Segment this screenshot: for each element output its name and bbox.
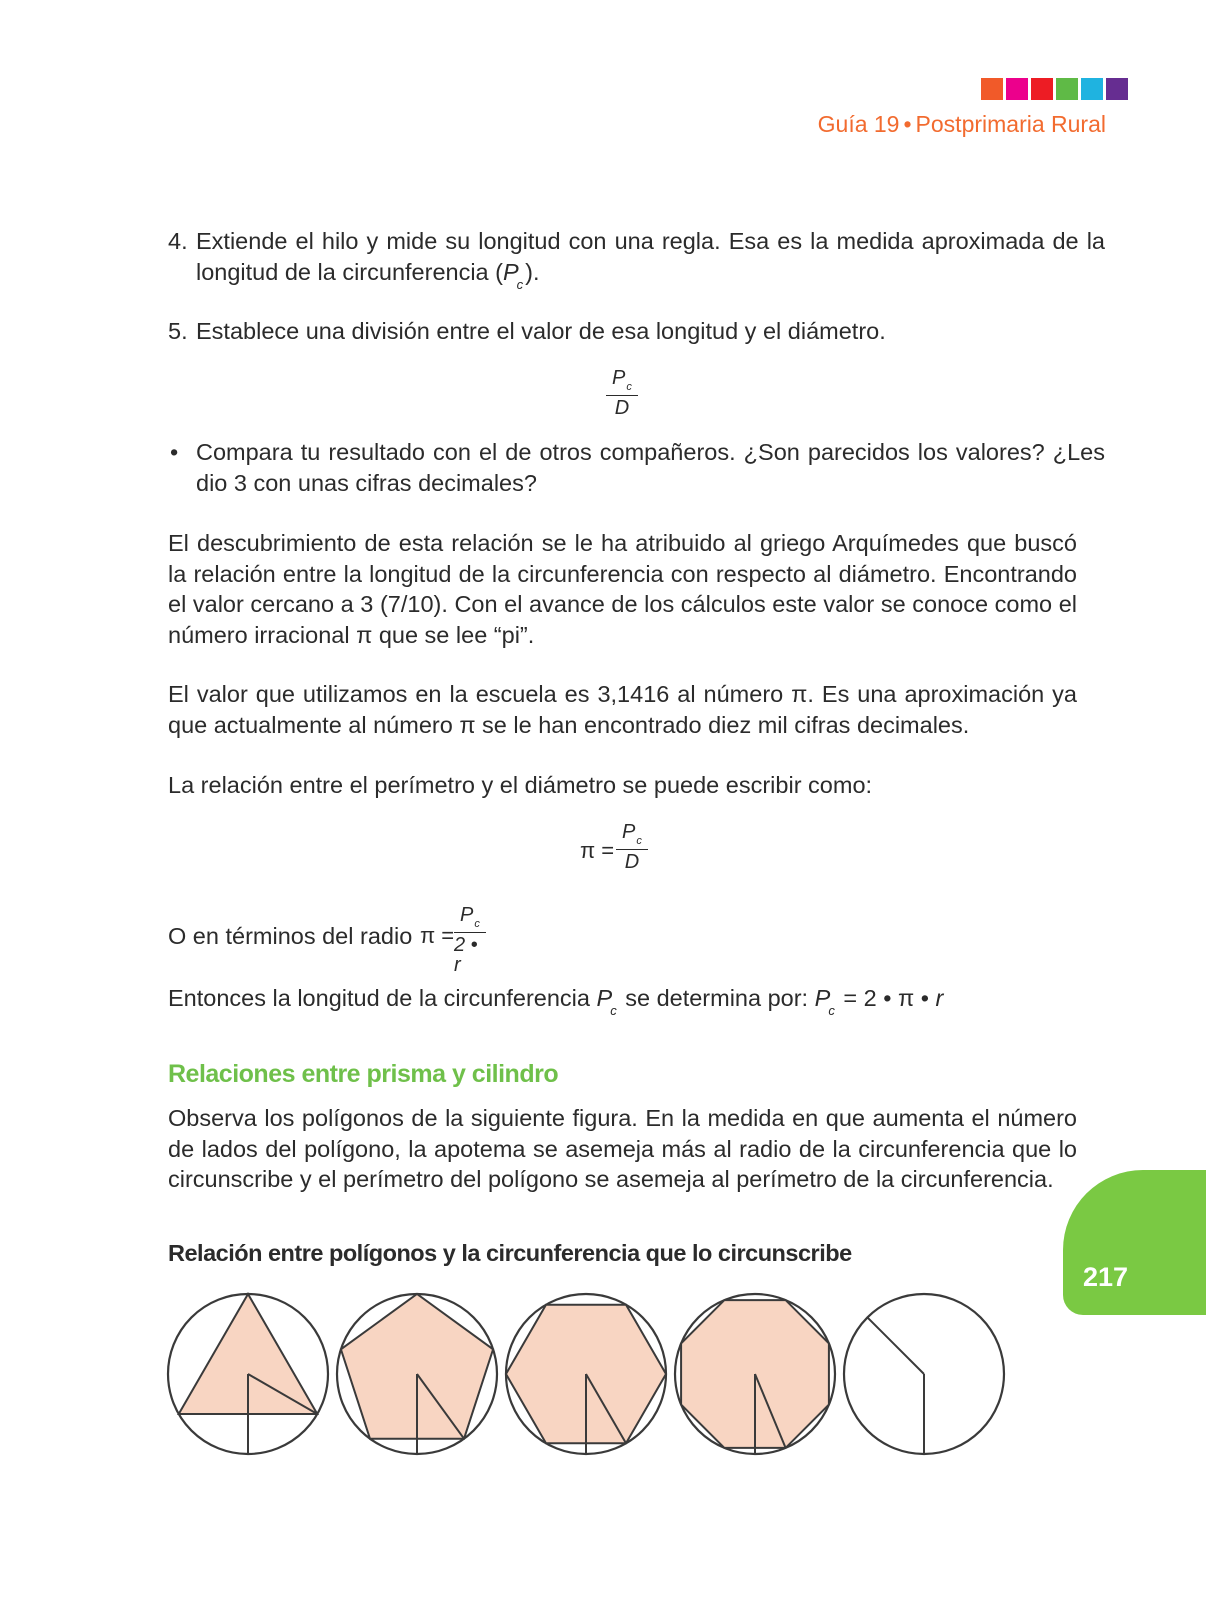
step-text-tail: ). <box>525 258 540 285</box>
fraction-subscript: c <box>474 918 480 930</box>
page-number-tab <box>1063 1170 1206 1315</box>
step-text: Extiende el hilo y mide su longitud con una regla. Esa es la medida aproximada de la longitud de la circunferencia ( <box>196 228 1105 285</box>
section-body: Observa los polígonos de la siguiente figura. En la medida en que aumenta el número de lados del polígono, la apotema se asemeja más al radio de la circunferencia que lo circunscribe y el perímetro del polígono se asemeja al perímetro de la circunferencia. <box>168 1105 1077 1192</box>
bullet-text: Compara tu resultado con el de otros compañeros. ¿Son parecidos los valores? ¿Les dio 3 con unas cifras decimales? <box>196 439 1105 496</box>
radius-line-diagonal <box>867 1317 924 1374</box>
formula-rest: = 2 • π • <box>843 985 929 1011</box>
step-text: Establece una división entre el valor de esa longitud y el diámetro. <box>196 318 886 344</box>
fraction-denominator: D <box>614 397 630 419</box>
guide-number: Guía 19 <box>817 111 900 137</box>
program-name: Postprimaria Rural <box>915 111 1106 137</box>
color-square <box>1006 78 1028 100</box>
perimeter-formula-line <box>168 983 1077 1018</box>
figure-title: Relación entre polígonos y la circunferencia que lo circunscribe <box>168 1240 852 1266</box>
perimeter-subscript: c <box>516 276 524 292</box>
fraction-numerator: P <box>460 904 474 926</box>
paragraph-arquimedes: El descubrimiento de esta relación se le ha atribuido al griego Arquímedes que buscó la relación entre la longitud de la circunferencia con respecto al diámetro. Encontrando el valor cercano a 3 (7/10). Con el avance de los cálculos este valor se conoce como el número irracional π que se lee “pi”. <box>168 530 1077 648</box>
fraction-pc-over-d <box>606 368 638 418</box>
fraction-denominator: D <box>624 851 640 873</box>
formula-subscript: c <box>828 1003 835 1018</box>
header-separator: • <box>903 111 912 137</box>
paragraph-pi-value: El valor que utilizamos en la escuela es 3,1416 al número π. Es una aproximación ya que actualmente al número π se le han encontrado diez mil cifras decimales. <box>168 681 1077 738</box>
fraction-denominator: 2 • r <box>454 934 478 976</box>
formula-fraction <box>454 905 486 975</box>
section-title: Relaciones entre prisma y cilindro <box>168 1060 559 1088</box>
step-4 <box>168 226 1105 292</box>
polygons-figure <box>160 1288 1050 1468</box>
then-mid: se determina por: <box>625 985 809 1011</box>
formula-symbol: P <box>814 985 831 1011</box>
then-symbol: P <box>596 985 613 1011</box>
formula-radius-symbol: r <box>935 985 944 1011</box>
then-text: Entonces la longitud de la circunferencia <box>168 985 590 1011</box>
running-header <box>818 111 1106 138</box>
step-number: 4. <box>168 228 188 254</box>
step-5 <box>168 316 1105 347</box>
color-square <box>1106 78 1128 100</box>
color-square <box>1081 78 1103 100</box>
fraction-subscript: c <box>636 835 642 847</box>
fraction-numerator: P <box>612 367 626 389</box>
bullet-compare <box>168 437 1105 498</box>
radius-text: O en términos del radio <box>168 923 413 949</box>
formula-lhs: π = <box>580 838 615 863</box>
formula-fraction <box>616 822 648 872</box>
paragraph-relation: La relación entre el perímetro y el diámetro se puede escribir como: <box>168 772 873 798</box>
fraction-numerator: P <box>622 821 636 843</box>
perimeter-symbol: P <box>502 258 519 285</box>
fraction-subscript: c <box>626 381 632 393</box>
formula-lhs: π = <box>420 923 455 948</box>
step-number: 5. <box>168 318 188 344</box>
page-number: 217 <box>1083 1262 1129 1292</box>
color-square <box>981 78 1003 100</box>
color-square <box>1056 78 1078 100</box>
then-subscript: c <box>610 1003 617 1018</box>
color-square <box>1031 78 1053 100</box>
color-squares <box>981 78 1128 100</box>
bullet-mark: • <box>170 439 179 465</box>
